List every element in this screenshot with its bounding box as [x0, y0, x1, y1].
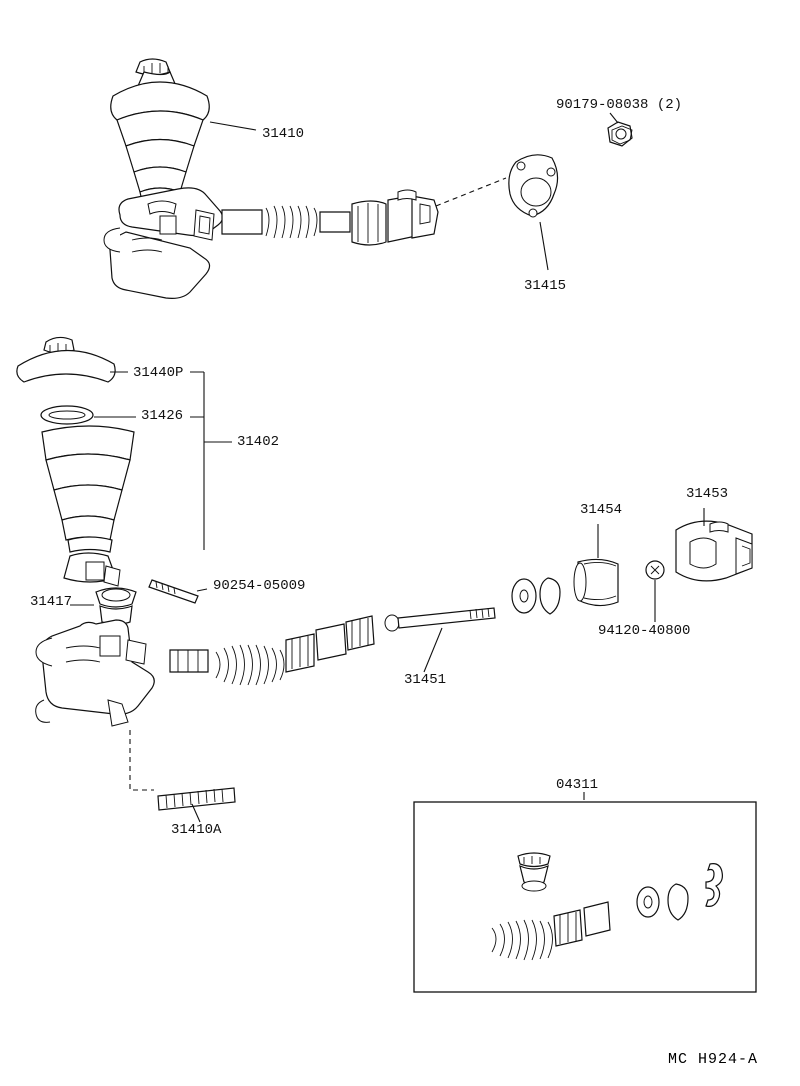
part-washer-group	[512, 508, 752, 622]
label-31440P: 31440P	[133, 365, 184, 381]
label-31410: 31410	[262, 126, 305, 142]
label-90179-08038: 90179-08038 (2)	[556, 97, 683, 113]
part-90179-08038	[608, 113, 632, 146]
part-31451-group	[216, 608, 495, 685]
label-31417: 31417	[30, 594, 73, 610]
part-31410A	[130, 730, 235, 822]
label-31426: 31426	[141, 408, 184, 424]
part-31440P	[17, 337, 128, 382]
label-31415: 31415	[524, 278, 567, 294]
diagram-code: MC H924-A	[667, 1051, 758, 1068]
label-31451: 31451	[404, 672, 447, 688]
label-31402: 31402	[237, 434, 280, 450]
part-90254-05009	[149, 580, 207, 603]
label-04311: 04311	[556, 777, 599, 793]
label-31454: 31454	[580, 502, 623, 518]
part-04311-box	[414, 792, 756, 992]
label-31410A: 31410A	[171, 822, 222, 838]
part-31402-assembly	[36, 426, 208, 726]
part-31415	[509, 155, 558, 270]
label-90254-05009: 90254-05009	[213, 578, 306, 594]
label-31453: 31453	[686, 486, 729, 502]
part-31426	[41, 406, 136, 424]
label-94120-40800: 94120-40800	[598, 623, 691, 639]
part-31410-assembly	[104, 59, 438, 298]
